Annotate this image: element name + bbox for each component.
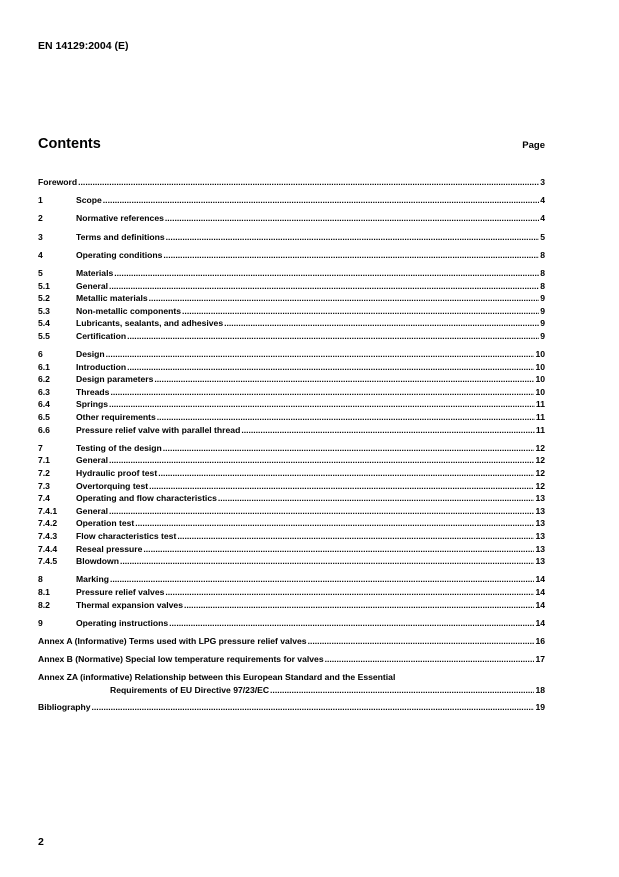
- toc-entry-page: 13: [535, 493, 545, 504]
- toc-entry-title: Blowdown: [76, 556, 119, 567]
- dot-leader: [177, 530, 534, 543]
- toc-entry-page: 9: [540, 305, 545, 316]
- toc-entry-page: 9: [540, 318, 545, 329]
- toc-entry-page: 8: [540, 280, 545, 291]
- toc-entry-page: 13: [535, 505, 545, 516]
- dot-leader: [166, 231, 540, 244]
- toc-entry-title: Springs: [76, 399, 108, 410]
- toc-entry-page: 18: [535, 684, 545, 695]
- toc-entry-title: Overtorquing test: [76, 480, 149, 491]
- toc-entry-number: 6.5: [38, 412, 50, 423]
- dot-leader: [224, 317, 539, 330]
- toc-entry-number: 1: [38, 195, 43, 206]
- toc-entry-number: 7.4.4: [38, 543, 58, 554]
- toc-entry[interactable]: [38, 653, 545, 666]
- toc-entry-page: 12: [535, 455, 545, 466]
- dot-leader: [110, 386, 534, 399]
- toc-entry[interactable]: [38, 599, 545, 612]
- dot-leader: [110, 573, 534, 586]
- toc-entry[interactable]: [38, 317, 545, 330]
- toc-entry-number: 7.3: [38, 480, 50, 491]
- toc-entry[interactable]: [38, 467, 545, 480]
- toc-entry[interactable]: [38, 424, 545, 437]
- toc-entry-title: Pressure relief valves: [76, 586, 165, 597]
- dot-leader: [109, 505, 534, 518]
- dot-leader: [308, 635, 535, 648]
- toc-entry-page: 14: [535, 617, 545, 628]
- toc-entry[interactable]: [38, 517, 545, 530]
- toc-entry-page: 10: [535, 386, 545, 397]
- toc-entry[interactable]: [38, 573, 545, 586]
- toc-entry-number: 7.2: [38, 468, 50, 479]
- toc-entry-title: Operating conditions: [76, 249, 163, 260]
- toc-entry[interactable]: [38, 373, 545, 386]
- contents-title: Contents: [38, 136, 101, 152]
- toc-entry-title: General: [76, 280, 109, 291]
- toc-entry-number: 7: [38, 442, 43, 453]
- toc-entry-title: Scope: [76, 195, 102, 206]
- toc-entry-page: 5: [540, 231, 545, 242]
- toc-entry-title: Testing of the design: [76, 442, 162, 453]
- dot-leader: [184, 599, 534, 612]
- toc-entry-title: Bibliography: [38, 702, 91, 713]
- toc-entry-title: Threads: [76, 386, 110, 397]
- toc-entry-page: 9: [540, 330, 545, 341]
- toc-entry-page: 13: [535, 518, 545, 529]
- dot-leader: [109, 398, 535, 411]
- toc-entry[interactable]: [38, 492, 545, 505]
- toc-entry-title: Normative references: [76, 213, 164, 224]
- toc-entry-page: 13: [535, 531, 545, 541]
- table-of-contents: [38, 176, 545, 714]
- toc-entry-annex-za-continued[interactable]: [38, 684, 545, 696]
- dot-leader: [92, 701, 535, 714]
- document-header: EN 14129:2004 (E): [38, 40, 129, 52]
- dot-leader: [165, 212, 539, 225]
- toc-entry[interactable]: [38, 442, 545, 455]
- toc-entry[interactable]: [38, 411, 545, 424]
- toc-entry-page: 4: [540, 213, 545, 224]
- dot-leader: [158, 467, 534, 480]
- toc-entry-page: 13: [535, 556, 545, 567]
- toc-entry-page: 3: [540, 177, 545, 187]
- toc-entry-title: Certification: [76, 330, 127, 341]
- toc-entry-page: 4: [540, 195, 545, 206]
- toc-entry-number: 6.2: [38, 374, 50, 385]
- dot-leader: [154, 373, 534, 386]
- dot-leader: [149, 480, 534, 493]
- toc-entry-page: 8: [540, 249, 545, 260]
- toc-entry-number: 5.2: [38, 293, 50, 304]
- toc-entry-page: 11: [535, 399, 545, 410]
- toc-entry-number: 3: [38, 231, 43, 242]
- page-number: 2: [38, 836, 44, 848]
- toc-entry-title: Annex A (Informative) Terms used with LPG pressure relief valves: [38, 635, 307, 646]
- toc-entry-title: Other requirements: [76, 412, 156, 423]
- toc-entry-number: 8.2: [38, 599, 50, 610]
- dot-leader: [109, 280, 539, 293]
- toc-entry-number: 6.3: [38, 386, 50, 397]
- dot-leader: [127, 330, 539, 343]
- toc-entry-number: 5.3: [38, 305, 50, 316]
- toc-entry-title: Materials: [76, 267, 114, 278]
- toc-entry-annex-za[interactable]: [38, 671, 545, 683]
- toc-entry-title: Lubricants, sealants, and adhesives: [76, 318, 224, 329]
- dot-leader: [165, 586, 534, 599]
- toc-entry-title: Operating and flow characteristics: [76, 493, 217, 504]
- toc-entry-page: 14: [535, 599, 545, 610]
- dot-leader: [241, 424, 535, 437]
- toc-entry-page: 19: [535, 702, 545, 713]
- toc-entry-page: 10: [535, 349, 545, 360]
- toc-entry-number: 8.1: [38, 586, 50, 597]
- toc-entry[interactable]: [38, 398, 545, 411]
- dot-leader: [325, 653, 535, 666]
- toc-entry-number: 5.1: [38, 280, 50, 291]
- dot-leader: [143, 543, 534, 556]
- toc-entry-title: Design parameters: [76, 374, 154, 385]
- toc-entry-title: Marking: [76, 574, 109, 585]
- dot-leader: [182, 305, 539, 318]
- toc-entry-title: Pressure relief valve with parallel thread: [76, 424, 241, 435]
- toc-entry[interactable]: [38, 530, 545, 543]
- toc-entry-number: 7.4.5: [38, 556, 58, 567]
- toc-entry-title: Design: [76, 349, 105, 360]
- dot-leader: [163, 249, 539, 262]
- toc-entry-number: 8: [38, 574, 43, 585]
- toc-entry[interactable]: [38, 617, 545, 630]
- toc-entry-page: 13: [535, 543, 545, 554]
- toc-entry-page: 10: [535, 374, 545, 385]
- toc-entry-title: Introduction: [76, 361, 127, 372]
- dot-leader: [120, 555, 534, 568]
- toc-entry-title: Hydraulic proof test: [76, 468, 158, 479]
- toc-entry-page: 11: [535, 412, 545, 423]
- dot-leader: [106, 348, 535, 361]
- toc-entry-number: 5.5: [38, 330, 50, 341]
- dot-leader: [78, 176, 539, 189]
- toc-entry-number: 4: [38, 249, 43, 260]
- dot-leader: [135, 517, 534, 530]
- toc-entry[interactable]: [38, 635, 545, 648]
- toc-entry-title: Non-metallic components: [76, 305, 182, 316]
- toc-entry-number: 6.6: [38, 424, 50, 435]
- page-column-label: Page: [522, 140, 545, 151]
- toc-entry-number: 7.4.1: [38, 505, 58, 516]
- dot-leader: [169, 617, 534, 630]
- toc-entry-page: 17: [535, 654, 545, 665]
- toc-entry[interactable]: [38, 280, 545, 293]
- toc-entry-title: Terms and definitions: [76, 231, 165, 242]
- toc-entry-bibliography[interactable]: [38, 701, 545, 714]
- toc-entry[interactable]: [38, 348, 545, 361]
- dot-leader: [109, 454, 534, 467]
- toc-entry[interactable]: [38, 194, 545, 207]
- toc-entry-title: Flow characteristics test: [76, 531, 177, 541]
- toc-entry-page: 12: [535, 442, 545, 453]
- toc-entry-title: Operating instructions: [76, 617, 169, 628]
- toc-entry-title: Annex ZA (informative) Relationship between this European Standard and the Essential: [38, 672, 396, 683]
- dot-leader: [114, 267, 539, 280]
- toc-entry[interactable]: [38, 543, 545, 556]
- toc-entry-number: 2: [38, 213, 43, 224]
- toc-entry-title: Annex B (Normative) Special low temperature requirements for valves: [38, 654, 324, 665]
- toc-entry[interactable]: [38, 305, 545, 318]
- toc-entry-number: 9: [38, 617, 43, 628]
- toc-entry[interactable]: [38, 361, 545, 374]
- toc-entry-number: 7.1: [38, 455, 50, 466]
- toc-entry[interactable]: [38, 330, 545, 343]
- dot-leader: [270, 684, 534, 696]
- toc-entry[interactable]: [38, 231, 545, 244]
- toc-entry-number: 5.4: [38, 318, 50, 329]
- toc-entry-page: 9: [540, 293, 545, 304]
- toc-entry-page: 8: [540, 267, 545, 278]
- toc-entry[interactable]: [38, 212, 545, 225]
- toc-entry-number: 6: [38, 349, 43, 360]
- dot-leader: [149, 292, 540, 305]
- toc-entry-number: 7.4.3: [38, 531, 58, 541]
- toc-entry-title: Foreword: [38, 177, 78, 187]
- dot-leader: [163, 442, 535, 455]
- toc-entry-number: 6.1: [38, 361, 50, 372]
- dot-leader: [218, 492, 535, 505]
- toc-entry-page: 14: [535, 586, 545, 597]
- toc-entry-page: 16: [535, 635, 545, 646]
- toc-entry-number: 7.4: [38, 493, 50, 504]
- toc-entry[interactable]: [38, 480, 545, 493]
- toc-entry-page: 12: [535, 480, 545, 491]
- dot-leader: [157, 411, 535, 424]
- toc-entry-title: General: [76, 455, 109, 466]
- toc-entry[interactable]: [38, 454, 545, 467]
- toc-entry-page: 11: [535, 424, 545, 435]
- toc-entry-title: Operation test: [76, 518, 135, 529]
- toc-entry[interactable]: [38, 586, 545, 599]
- toc-entry-title: Requirements of EU Directive 97/23/EC: [110, 684, 270, 695]
- toc-entry-page: 12: [535, 468, 545, 479]
- toc-entry[interactable]: [38, 505, 545, 518]
- toc-entry-title: Reseal pressure: [76, 543, 143, 554]
- toc-entry[interactable]: [38, 249, 545, 262]
- toc-entry[interactable]: [38, 176, 545, 189]
- toc-entry-number: 6.4: [38, 399, 50, 410]
- toc-entry-number: 7.4.2: [38, 518, 58, 529]
- dot-leader: [127, 361, 534, 374]
- toc-entry-title: General: [76, 505, 109, 516]
- toc-entry[interactable]: [38, 386, 545, 399]
- toc-entry[interactable]: [38, 292, 545, 305]
- toc-entry[interactable]: [38, 267, 545, 280]
- toc-entry-page: 14: [535, 574, 545, 585]
- toc-entry-title: Metallic materials: [76, 293, 148, 304]
- toc-entry[interactable]: [38, 555, 545, 568]
- dot-leader: [103, 194, 539, 207]
- toc-entry-page: 10: [535, 361, 545, 372]
- toc-entry-number: 5: [38, 267, 43, 278]
- toc-entry-title: Thermal expansion valves: [76, 599, 183, 610]
